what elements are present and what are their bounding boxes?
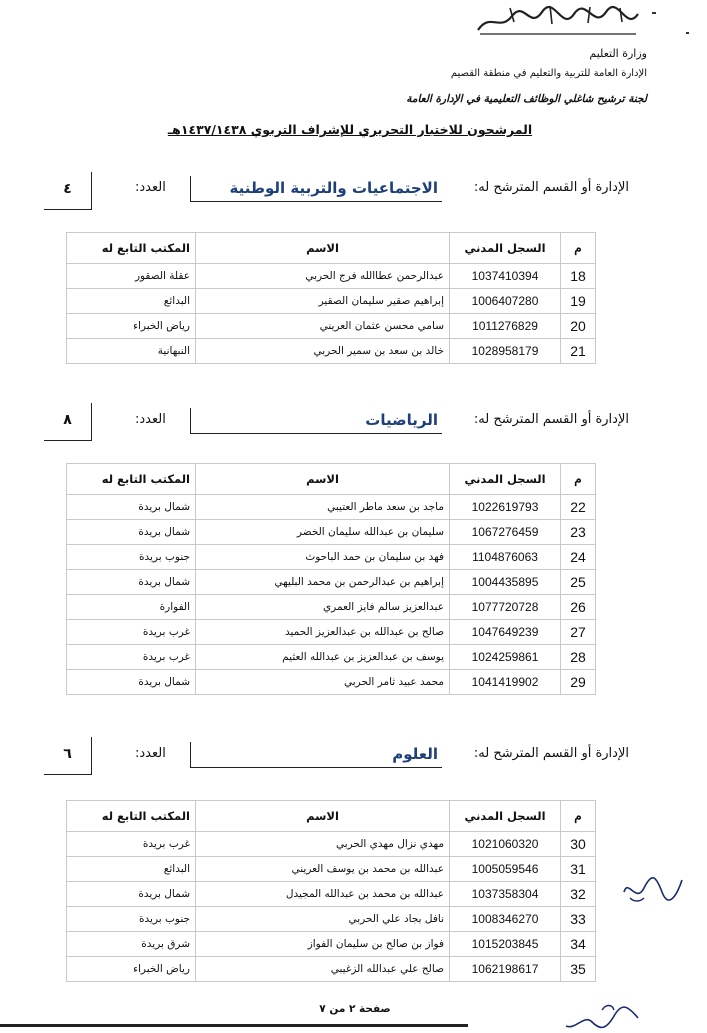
row-num: 23 <box>561 520 596 545</box>
scan-edge-bar <box>0 1024 468 1027</box>
row-name: فواز بن صالح بن سليمان الفواز <box>196 932 450 957</box>
candidates-table <box>66 463 596 695</box>
row-id: 1008346270 <box>450 907 561 932</box>
row-id: 1037358304 <box>450 882 561 907</box>
row-num: 25 <box>561 570 596 595</box>
kingdom-logo <box>470 2 645 38</box>
row-num: 28 <box>561 645 596 670</box>
table-row <box>67 545 596 570</box>
row-id: 1047649239 <box>450 620 561 645</box>
ministry-name: وزارة التعليم <box>589 47 647 60</box>
col-id-header: السجل المدني <box>450 464 561 495</box>
row-office: النبهانية <box>67 339 196 364</box>
row-id: 1077720728 <box>450 595 561 620</box>
count-label: العدد: <box>135 180 166 195</box>
row-id: 1041419902 <box>450 670 561 695</box>
col-id-header: السجل المدني <box>450 801 561 832</box>
dept-label: الإدارة أو القسم المترشح له: <box>473 746 629 761</box>
row-office: الفوارة <box>67 595 196 620</box>
row-office: رياض الخبراء <box>67 957 196 982</box>
row-office: شرق بريدة <box>67 932 196 957</box>
dept-value: العلوم <box>190 742 442 768</box>
row-num: 21 <box>561 339 596 364</box>
table-row <box>67 857 596 882</box>
table-row <box>67 932 596 957</box>
row-office: شمال بريدة <box>67 882 196 907</box>
count-value: ٤ <box>44 172 92 210</box>
table-row <box>67 289 596 314</box>
candidates-table <box>66 800 596 982</box>
row-id: 1024259861 <box>450 645 561 670</box>
document-title: المرشحون للاختبار التحريري للإشراف التربوي ١٤٣٧/١٤٣٨هـ <box>167 122 533 137</box>
row-num: 20 <box>561 314 596 339</box>
row-id: 1011276829 <box>450 314 561 339</box>
row-name: ماجد بن سعد ماطر العتيبي <box>196 495 450 520</box>
row-num: 22 <box>561 495 596 520</box>
table-row <box>67 570 596 595</box>
col-name-header: الاسم <box>196 801 450 832</box>
row-num: 26 <box>561 595 596 620</box>
dept-label: الإدارة أو القسم المترشح له: <box>473 412 629 427</box>
count-label: العدد: <box>135 412 166 427</box>
row-office: البدائع <box>67 289 196 314</box>
col-office-header: المكتب التابع له <box>67 464 196 495</box>
col-num-header: م <box>561 464 596 495</box>
table-row <box>67 957 596 982</box>
row-name: خالد بن سعد بن سمير الحربي <box>196 339 450 364</box>
table-header-row <box>67 801 596 832</box>
row-name: يوسف بن عبدالعزيز بن عبدالله العثيم <box>196 645 450 670</box>
row-id: 1021060320 <box>450 832 561 857</box>
table-row <box>67 645 596 670</box>
col-office-header: المكتب التابع له <box>67 233 196 264</box>
row-office: جنوب بريدة <box>67 907 196 932</box>
row-id: 1037410394 <box>450 264 561 289</box>
table-row <box>67 264 596 289</box>
table-row <box>67 495 596 520</box>
row-name: إبراهيم بن عبدالرحمن بن محمد البليهي <box>196 570 450 595</box>
row-num: 18 <box>561 264 596 289</box>
table-header-row <box>67 233 596 264</box>
col-num-header: م <box>561 801 596 832</box>
row-num: 27 <box>561 620 596 645</box>
row-name: مهدي نزال مهدي الحربي <box>196 832 450 857</box>
col-id-header: السجل المدني <box>450 233 561 264</box>
row-office: شمال بريدة <box>67 570 196 595</box>
col-name-header: الاسم <box>196 464 450 495</box>
row-name: عبدالله بن محمد بن عبدالله المجيدل <box>196 882 450 907</box>
row-office: عقلة الصقور <box>67 264 196 289</box>
table-row <box>67 339 596 364</box>
count-value: ٦ <box>44 737 92 775</box>
committee-name: لجنة ترشيح شاغلي الوظائف التعليمية في الإدارة العامة <box>406 93 647 105</box>
row-office: غرب بريدة <box>67 620 196 645</box>
row-name: عبدالعزيز سالم فايز العمري <box>196 595 450 620</box>
row-num: 31 <box>561 857 596 882</box>
row-office: رياض الخبراء <box>67 314 196 339</box>
row-office: غرب بريدة <box>67 832 196 857</box>
row-id: 1062198617 <box>450 957 561 982</box>
table-row <box>67 832 596 857</box>
calligraphy-logo-mark <box>470 2 645 38</box>
row-num: 29 <box>561 670 596 695</box>
dept-value: الرياضيات <box>190 408 442 434</box>
row-num: 35 <box>561 957 596 982</box>
row-office: شمال بريدة <box>67 520 196 545</box>
row-name: عبدالله بن محمد بن يوسف العريني <box>196 857 450 882</box>
scan-mark <box>686 32 689 34</box>
row-office: جنوب بريدة <box>67 545 196 570</box>
handwritten-signature <box>618 868 688 908</box>
col-name-header: الاسم <box>196 233 450 264</box>
row-id: 1006407280 <box>450 289 561 314</box>
dept-label: الإدارة أو القسم المترشح له: <box>473 180 629 195</box>
table-row <box>67 620 596 645</box>
row-num: 32 <box>561 882 596 907</box>
table-row <box>67 520 596 545</box>
row-id: 1104876063 <box>450 545 561 570</box>
row-name: عبدالرحمن عطاالله فرج الحربي <box>196 264 450 289</box>
row-office: شمال بريدة <box>67 670 196 695</box>
row-num: 19 <box>561 289 596 314</box>
dept-value: الاجتماعيات والتربية الوطنية <box>190 176 442 202</box>
row-num: 33 <box>561 907 596 932</box>
table-row <box>67 314 596 339</box>
row-name: فهد بن سليمان بن حمد الباحوث <box>196 545 450 570</box>
table-row <box>67 595 596 620</box>
row-name: نافل بجاد علي الحربي <box>196 907 450 932</box>
row-num: 34 <box>561 932 596 957</box>
row-office: شمال بريدة <box>67 495 196 520</box>
col-office-header: المكتب التابع له <box>67 801 196 832</box>
table-row <box>67 882 596 907</box>
candidates-table <box>66 232 596 364</box>
table-header-row <box>67 464 596 495</box>
col-num-header: م <box>561 233 596 264</box>
row-id: 1015203845 <box>450 932 561 957</box>
row-office: غرب بريدة <box>67 645 196 670</box>
page-number: صفحة ٢ من ٧ <box>319 1003 391 1015</box>
scan-mark <box>652 12 656 14</box>
handwritten-signature <box>562 1000 642 1033</box>
table-row <box>67 907 596 932</box>
row-id: 1005059546 <box>450 857 561 882</box>
row-num: 30 <box>561 832 596 857</box>
row-num: 24 <box>561 545 596 570</box>
count-value: ٨ <box>44 403 92 441</box>
row-name: سليمان بن عبدالله سليمان الخضر <box>196 520 450 545</box>
row-id: 1067276459 <box>450 520 561 545</box>
row-name: صالح علي عبدالله الزغيبي <box>196 957 450 982</box>
row-id: 1004435895 <box>450 570 561 595</box>
row-id: 1022619793 <box>450 495 561 520</box>
table-row <box>67 670 596 695</box>
row-name: إبراهيم صقير سليمان الصقير <box>196 289 450 314</box>
row-name: صالح بن عبدالله بن عبدالعزيز الحميد <box>196 620 450 645</box>
row-name: سامي محسن عثمان العريني <box>196 314 450 339</box>
row-office: البدائع <box>67 857 196 882</box>
count-label: العدد: <box>135 746 166 761</box>
admin-name: الإدارة العامة للتربية والتعليم في منطقة القصيم <box>450 68 647 79</box>
row-id: 1028958179 <box>450 339 561 364</box>
row-name: محمد عبيد ثامر الحربي <box>196 670 450 695</box>
